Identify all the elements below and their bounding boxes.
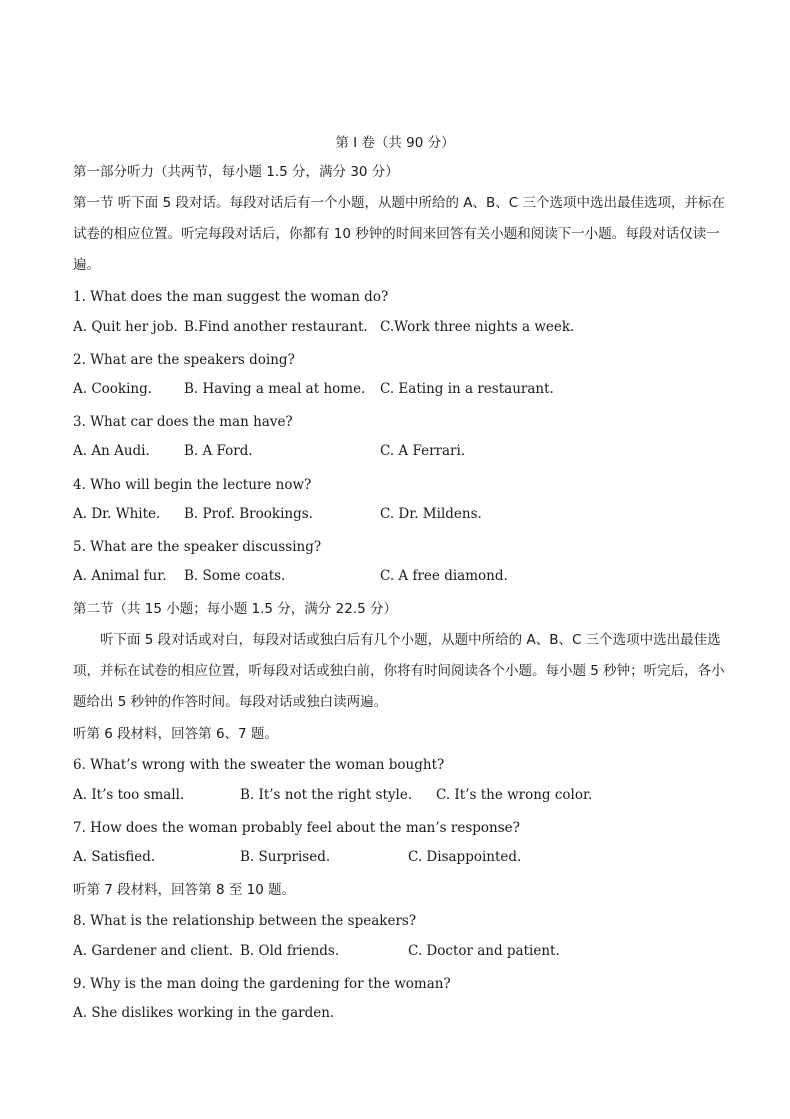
q2-option-b: B. Having a meal at home. <box>184 381 366 397</box>
q3-option-b: B. A Ford. <box>184 443 253 459</box>
question-4: 4. Who will begin the lecture now? <box>73 477 312 493</box>
q6-option-c: C. It’s the wrong color. <box>436 787 593 803</box>
q7-option-a: A. Satisfied. <box>73 849 156 865</box>
question-9: 9. Why is the man doing the gardening for the woman? <box>73 976 451 992</box>
q1-option-c: C.Work three nights a week. <box>380 319 575 335</box>
section-title: 第 I 卷（共 90 分） <box>335 135 455 151</box>
q5-option-c: C. A free diamond. <box>380 568 508 584</box>
material-6-instruction: 听第 6 段材料，回答第 6、7 题。 <box>73 726 278 742</box>
q4-option-c: C. Dr. Mildens. <box>380 506 482 522</box>
q4-option-a: A. Dr. White. <box>73 506 161 522</box>
q5-option-a: A. Animal fur. <box>73 568 167 584</box>
q6-option-a: A. It’s too small. <box>73 787 185 803</box>
q2-option-c: C. Eating in a restaurant. <box>380 381 554 397</box>
q7-option-c: C. Disappointed. <box>408 849 522 865</box>
q6-option-b: B. It’s not the right style. <box>240 787 413 803</box>
q8-option-b: B. Old friends. <box>240 943 340 959</box>
material-7-instruction: 听第 7 段材料，回答第 8 至 10 题。 <box>73 882 296 898</box>
q8-option-c: C. Doctor and patient. <box>408 943 560 959</box>
question-3: 3. What car does the man have? <box>73 414 293 430</box>
question-7: 7. How does the woman probably feel about the man’s response? <box>73 820 520 836</box>
question-6: 6. What’s wrong with the sweater the woman bought? <box>73 757 445 773</box>
section2-intro: 听下面 5 段对话或对白，每段对话或独白后有几个小题，从题中所给的 A、B、C 三个选项中选出最佳选项，并标在试卷的相应位置，听每段对话或独白前，你将有时间阅读各个小题。每小题 5 秒钟；听完后，各小题给出 5 秒钟的作答时间。每段对话或独白读两遍。 <box>73 632 725 710</box>
q1-option-b: B.Find another restaurant. <box>184 319 368 335</box>
section2-heading: 第二节（共 15 小题；每小题 1.5 分，满分 22.5 分） <box>73 601 397 617</box>
q7-option-b: B. Surprised. <box>240 849 331 865</box>
q3-option-c: C. A Ferrari. <box>380 443 466 459</box>
question-8: 8. What is the relationship between the speakers? <box>73 913 417 929</box>
q8-option-a: A. Gardener and client. <box>73 943 233 959</box>
q9-option-a: A. She dislikes working in the garden. <box>73 1005 335 1021</box>
question-1: 1. What does the man suggest the woman do? <box>73 289 389 305</box>
q2-option-a: A. Cooking. <box>73 381 153 397</box>
part1-heading: 第一部分听力（共两节，每小题 1.5 分，满分 30 分） <box>73 164 399 180</box>
q5-option-b: B. Some coats. <box>184 568 286 584</box>
q4-option-b: B. Prof. Brookings. <box>184 506 313 522</box>
q1-option-a: A. Quit her job. <box>73 319 178 335</box>
question-2: 2. What are the speakers doing? <box>73 352 295 368</box>
q3-option-a: A. An Audi. <box>73 443 150 459</box>
section1-intro: 第一节 听下面 5 段对话。每段对话后有一个小题，从题中所给的 A、B、C 三个选项中选出最佳选项，并标在试卷的相应位置。听完每段对话后，你都有 10 秒钟的时间来回答有关小题和阅读下一小题。每段对话仅读一遍。 <box>73 195 725 273</box>
question-5: 5. What are the speaker discussing? <box>73 539 322 555</box>
